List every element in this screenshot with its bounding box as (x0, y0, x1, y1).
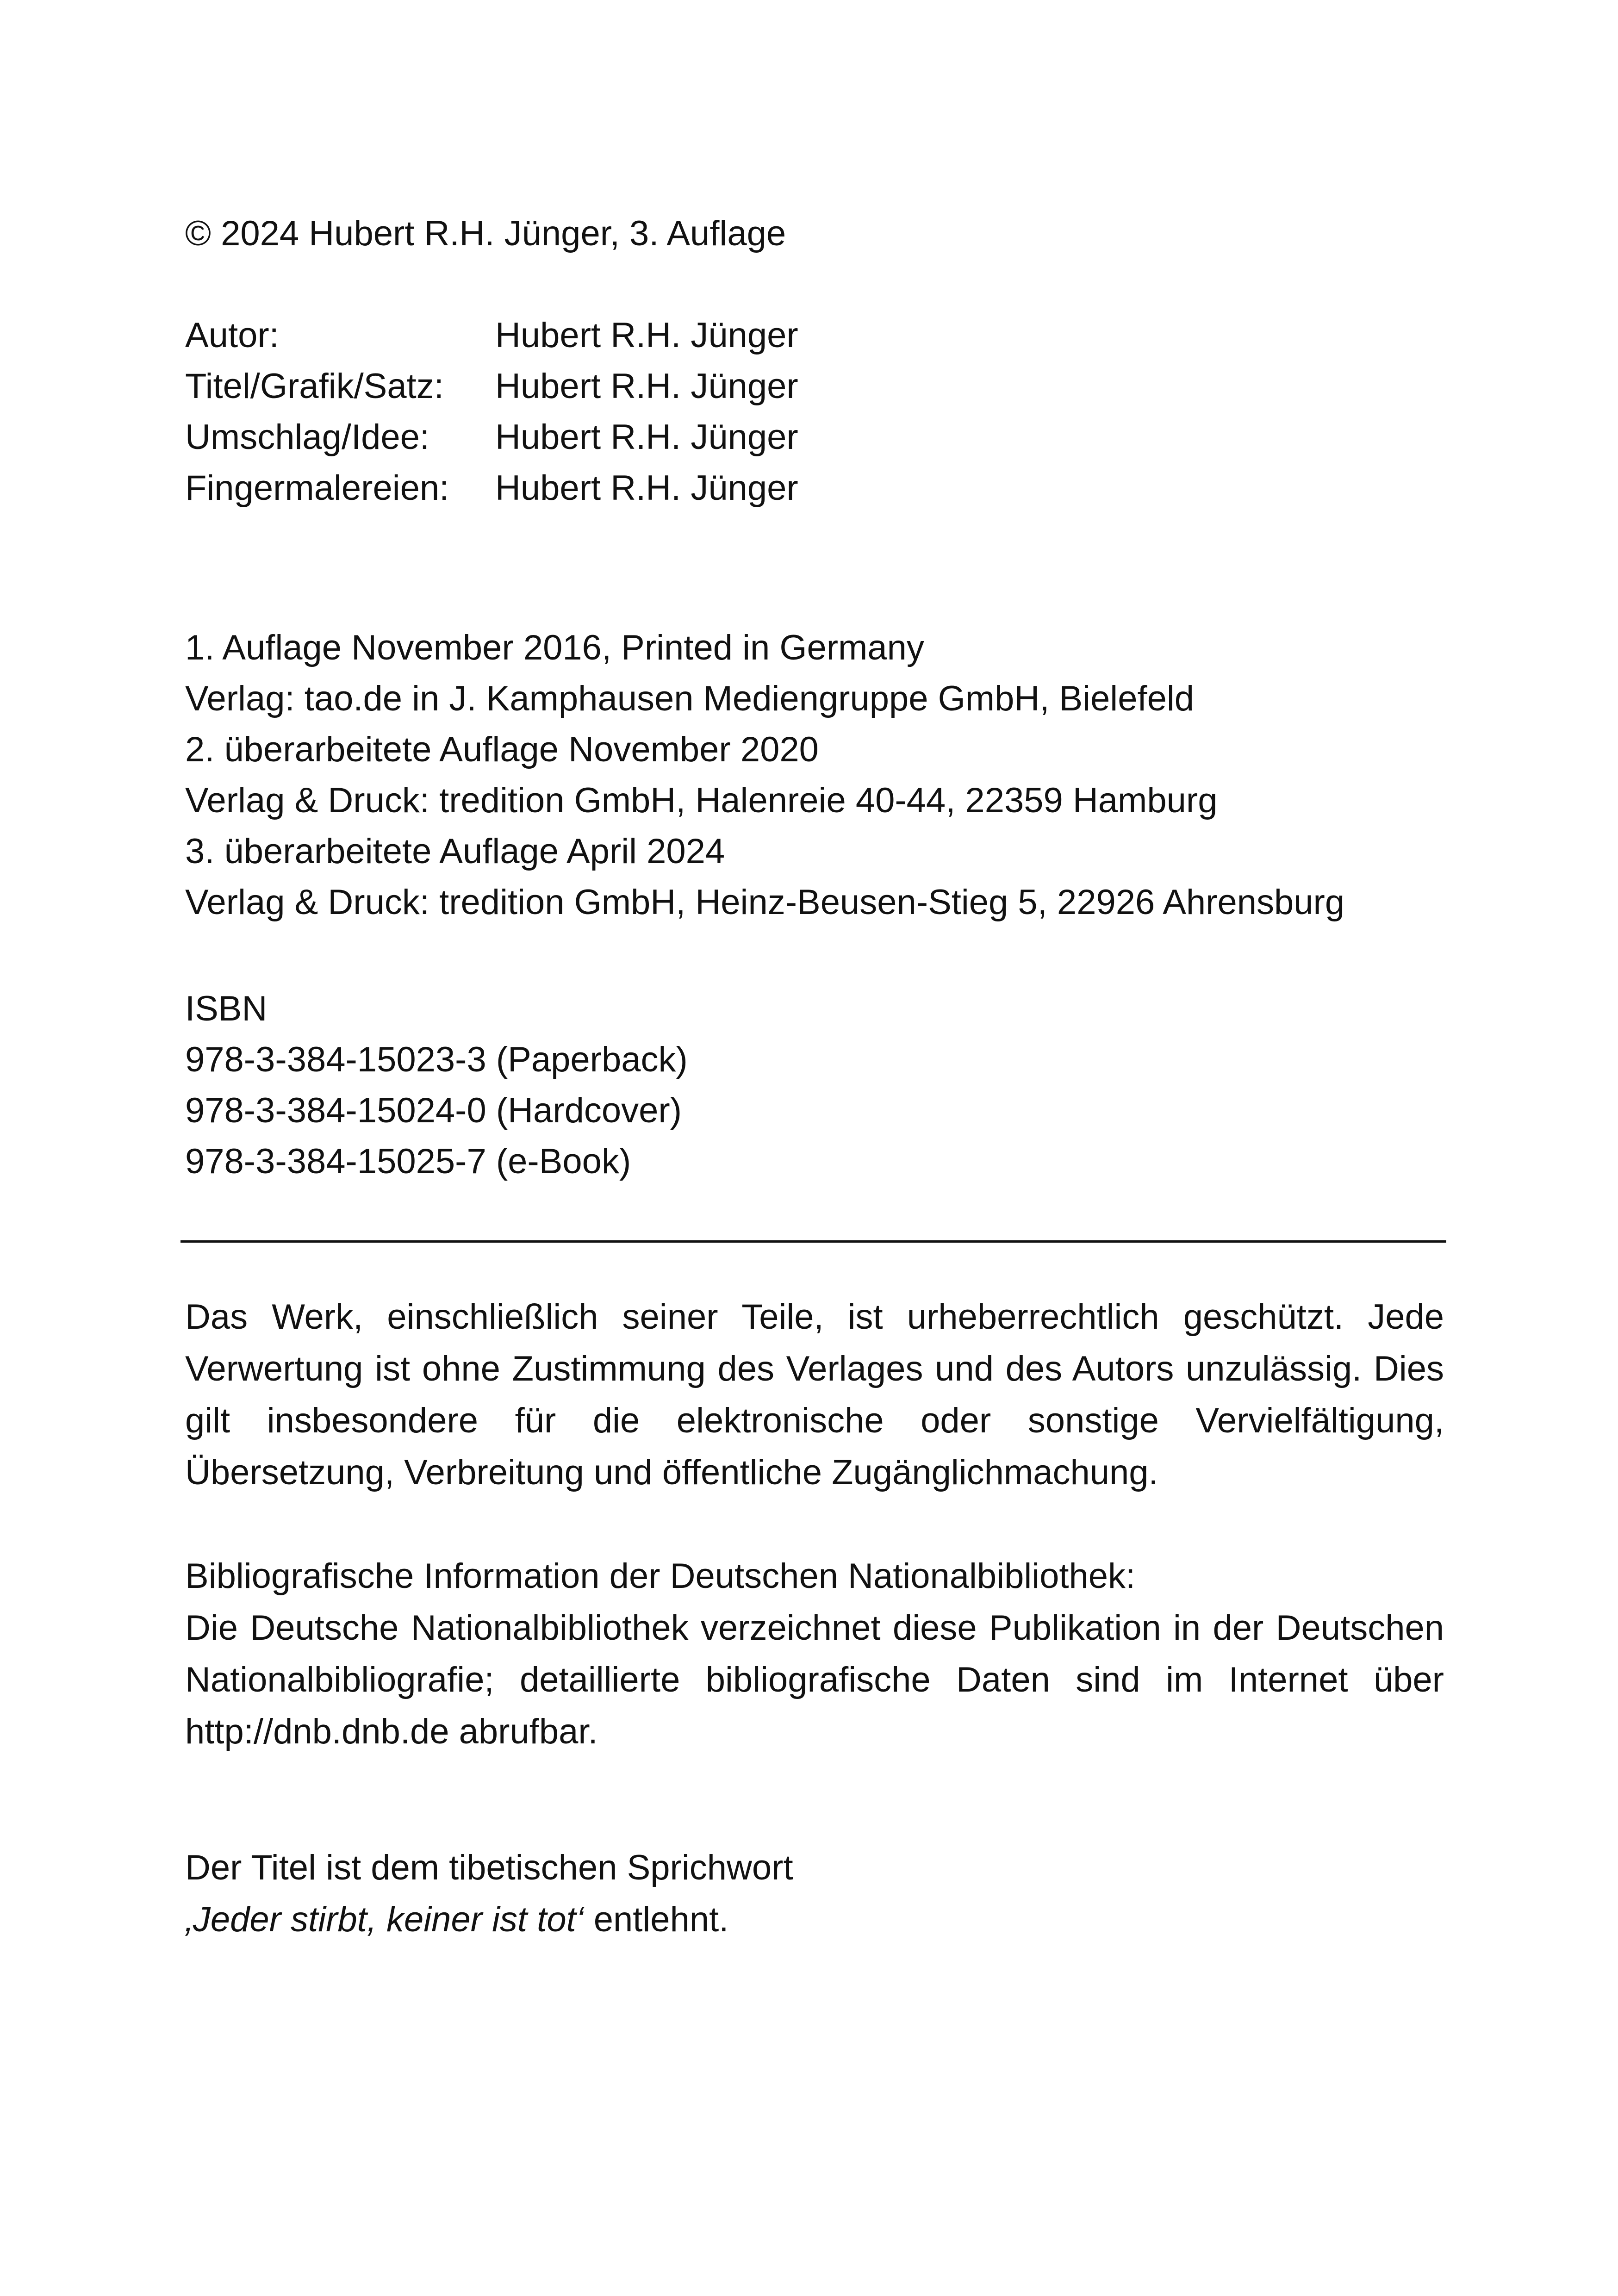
copyright-notice: Das Werk, einschließlich seiner Teile, ist urheberrechtlich geschützt. Jede Verwertung ist ohne Zustimmung des Verlages und des Autors unzulässig. Dies gilt insbesondere für die elektronische oder sonstige Vervielfältigung, Übersetzung, Verbreitung und öffentliche Zugänglichmachung. (185, 1297, 1444, 1492)
publisher-line: Verlag & Druck: tredition GmbH, Heinz-Beusen-Stieg 5, 22926 Ahrensburg (185, 883, 1345, 922)
credit-row-cover (185, 412, 798, 463)
credit-value: Hubert R.H. Jünger (495, 417, 798, 457)
credit-label: Umschlag/Idee: (185, 417, 430, 457)
proverb-quote: ‚Jeder stirbt, keiner ist tot‘ (185, 1900, 584, 1939)
credit-label: Autor: (185, 316, 279, 355)
title-note-quote-line (185, 1894, 1444, 1946)
isbn-entry: 978-3-384-15025-7 (e-Book) (185, 1142, 631, 1181)
credit-row-finger-paintings (185, 463, 798, 514)
isbn-entry: 978-3-384-15024-0 (Hardcover) (185, 1091, 682, 1130)
divider-rule (180, 1240, 1446, 1243)
edition-line: 2. überarbeitete Auflage November 2020 (185, 730, 819, 769)
isbn-entry: 978-3-384-15023-3 (Paperback) (185, 1040, 688, 1079)
credit-row-title-graphics (185, 361, 798, 412)
edition-line: 1. Auflage November 2016, Printed in Germany (185, 628, 924, 667)
isbn-heading: ISBN (185, 989, 268, 1028)
credit-value: Hubert R.H. Jünger (495, 367, 798, 406)
biblio-text: Die Deutsche Nationalbibliothek verzeichnet diese Publikation in der Deutschen Nationalbibliografie; detaillierte bibliografische Daten sind im Internet über http://dnb.dnb.de abrufbar. (185, 1608, 1444, 1751)
biblio-heading: Bibliografische Information der Deutschen Nationalbibliothek: (185, 1556, 1136, 1596)
credit-value: Hubert R.H. Jünger (495, 316, 798, 355)
credit-label: Fingermalereien: (185, 468, 449, 508)
credit-row-author (185, 310, 798, 361)
proverb-suffix: entlehnt. (584, 1900, 729, 1939)
copyright-line: © 2024 Hubert R.H. Jünger, 3. Auflage (185, 214, 786, 253)
credit-label: Titel/Grafik/Satz: (185, 367, 444, 406)
title-note-line: Der Titel ist dem tibetischen Sprichwort (185, 1848, 793, 1887)
publisher-line: Verlag & Druck: tredition GmbH, Halenreie 40-44, 22359 Hamburg (185, 781, 1218, 820)
publisher-line: Verlag: tao.de in J. Kamphausen Mediengruppe GmbH, Bielefeld (185, 679, 1194, 718)
credit-value: Hubert R.H. Jünger (495, 468, 798, 508)
edition-line: 3. überarbeitete Auflage April 2024 (185, 832, 725, 871)
